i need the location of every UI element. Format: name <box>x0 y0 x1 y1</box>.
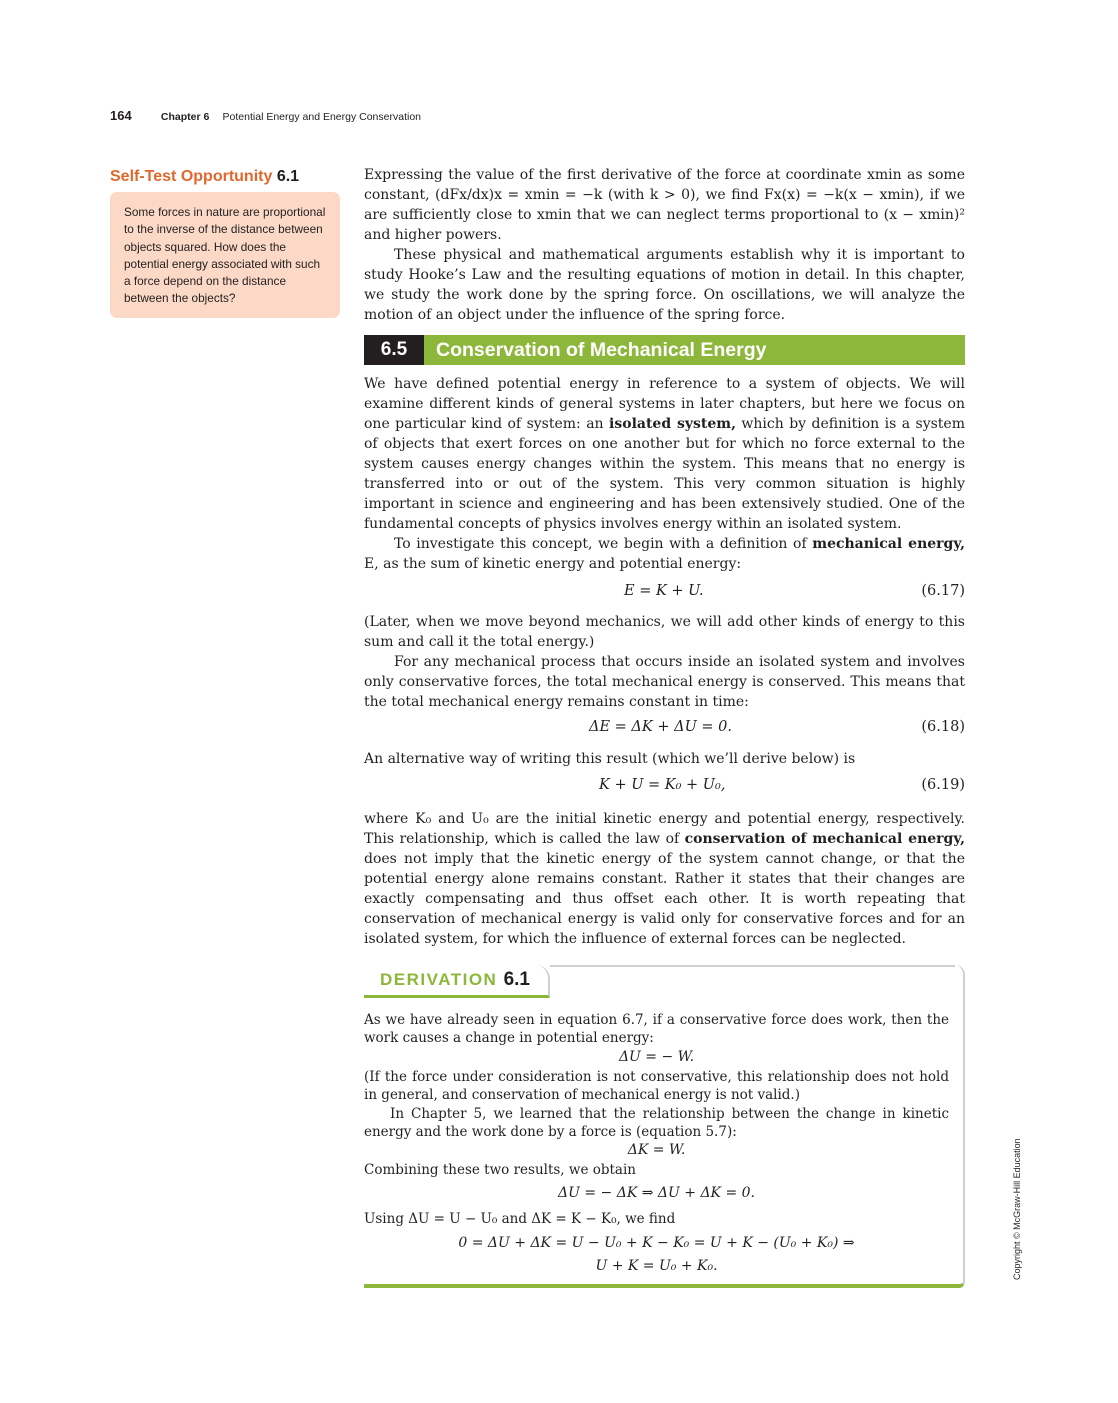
body-block-2 <box>364 612 965 712</box>
equation-6-19 <box>364 777 965 797</box>
sidebar-title-text: Self-Test Opportunity <box>110 168 273 185</box>
equation-6-18-body: ΔE = ΔK + ΔU = 0. <box>589 719 732 735</box>
equation-6-18-number: (6.18) <box>921 719 965 735</box>
derivation-eq-5: U + K = U₀ + K₀. <box>595 1258 718 1274</box>
derivation-text-5: Using ΔU = U − U₀ and ΔK = K − K₀, we find <box>364 1211 676 1227</box>
section-number: 6.5 <box>364 335 424 365</box>
section-heading <box>364 335 965 365</box>
derivation-box <box>364 965 965 1288</box>
p1-text-end: which by definition is a system of objects that exert forces on one another but for which no force external to the system causes energy changes within the system. This means that no energy is transferred into or out of the system. This very common situation is highly important in science and engineering and has been extensively studied. One of the fundamental concepts of physics involves energy within an isolated system. <box>364 416 965 532</box>
body-paragraph-1 <box>364 374 965 534</box>
derivation-label <box>380 969 530 991</box>
derivation-text-2: (If the force under consideration is not conservative, this relationship does not hold in general, and conservation of mechanical energy is not valid.) <box>364 1069 949 1103</box>
derivation-eq-3: ΔU = − ΔK ⇒ ΔU + ΔK = 0. <box>557 1185 756 1201</box>
section-title: Conservation of Mechanical Energy <box>436 339 767 361</box>
sidebar-title <box>110 168 340 186</box>
p2-text-end: E, as the sum of kinetic energy and potential energy: <box>364 556 742 572</box>
equation-6-19-number: (6.19) <box>921 777 965 793</box>
body-paragraph-4: For any mechanical process that occurs inside an isolated system and involves only conservative forces, the total mechanical energy is conserved. This means that the total mechanical energy remains constant in time: <box>364 654 965 710</box>
derivation-eq-2: ΔK = W. <box>627 1142 686 1158</box>
body-paragraph-2 <box>364 534 965 574</box>
equation-6-18 <box>364 719 965 739</box>
intro-text <box>364 165 965 325</box>
derivation-label-text: DERIVATION <box>380 970 498 989</box>
term-conservation-of-mechanical-energy: conservation of mechanical energy, <box>684 831 965 847</box>
chapter-label: Chapter 6 <box>160 111 210 123</box>
body-block-1 <box>364 374 965 574</box>
derivation-text-1: As we have already seen in equation 6.7, if a conservative force does work, then the work causes a change in potential energy: <box>364 1012 949 1046</box>
derivation-tab <box>364 965 550 998</box>
page-number: 164 <box>110 108 132 123</box>
body-block-3 <box>364 749 965 769</box>
derivation-text-4: Combining these two results, we obtain <box>364 1162 636 1178</box>
equation-6-19-body: K + U = K₀ + U₀, <box>599 777 726 793</box>
body-paragraph-6 <box>364 809 965 949</box>
derivation-top-rule <box>550 965 955 967</box>
p6-text-start: where K₀ and U₀ are the initial kinetic energy and potential energy, respectively. This relationship, which is called the law of <box>364 811 965 847</box>
p1-text-start: We have defined potential energy in reference to a system of objects. We will examine different kinds of general systems in later chapters, but here we focus on one particular kind of system: an <box>364 376 965 432</box>
intro-paragraph-2: These physical and mathematical arguments establish why it is important to study Hooke’s Law and the resulting equations of motion in detail. In this chapter, we study the work done by the spring force. On oscillations, we will analyze the motion of an object under the influence of the spring force. <box>364 247 965 323</box>
sidebar-question: Some forces in nature are proportional to the inverse of the distance between objects squared. How does the potential energy associated with such a force depend on the distance between the objects? <box>110 192 340 318</box>
derivation-text-3: In Chapter 5, we learned that the relationship between the change in kinetic energy and the work done by a force is (equation 5.7): <box>364 1106 949 1140</box>
equation-6-17-body: E = K + U. <box>624 583 704 599</box>
sidebar-title-number: 6.1 <box>276 168 300 185</box>
derivation-eq-4: 0 = ΔU + ΔK = U − U₀ + K − K₀ = U + K − (U₀ + K₀) ⇒ <box>458 1235 855 1251</box>
intro-paragraph-1: Expressing the value of the first derivative of the force at coordinate xmin as some constant, (dFx/dx)x = xmin = −k (with k > 0), we find Fx(x) = −k(x − xmin), if we are sufficiently close to xmin that we can neglect terms proportional to (x − xmin)² and higher powers. <box>364 167 965 243</box>
p6-text-end: does not imply that the kinetic energy of the system cannot change, or that the potential energy alone remains constant. Rather it states that their changes are exactly compensating and thus offset each other. It is worth repeating that conservation of mechanical energy is valid only for conservative forces and for an isolated system, for which the influence of external forces can be neglected. <box>364 851 965 947</box>
term-isolated-system: isolated system, <box>609 416 736 432</box>
derivation-number: 6.1 <box>503 969 530 990</box>
self-test-sidebar <box>110 168 340 318</box>
p2-text-start: To investigate this concept, we begin with a definition of <box>394 536 813 552</box>
copyright-notice: Copyright © McGraw-Hill Education <box>1012 1138 1022 1280</box>
equation-6-17 <box>364 583 965 603</box>
body-paragraph-5: An alternative way of writing this result (which we’ll derive below) is <box>364 751 856 767</box>
body-paragraph-3: (Later, when we move beyond mechanics, we will add other kinds of energy to this sum and call it the total energy.) <box>364 614 965 650</box>
term-mechanical-energy: mechanical energy, <box>812 536 966 552</box>
equation-6-17-number: (6.17) <box>921 583 965 599</box>
running-head <box>110 108 421 123</box>
chapter-title: Potential Energy and Energy Conservation <box>222 111 422 123</box>
body-block-4 <box>364 809 965 949</box>
derivation-eq-1: ΔU = − W. <box>618 1049 695 1065</box>
